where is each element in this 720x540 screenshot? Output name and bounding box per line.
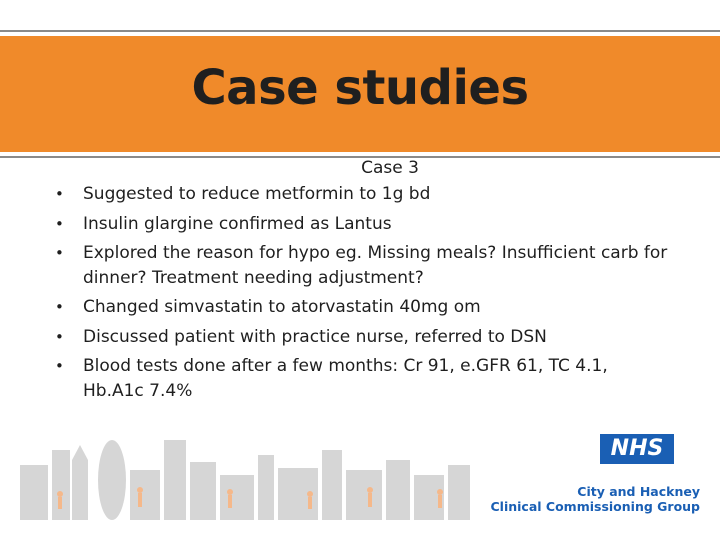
organisation-name xyxy=(491,484,701,514)
bullet-icon: • xyxy=(55,185,64,203)
case-heading: Case 3 xyxy=(361,158,419,178)
bullet-item xyxy=(50,182,670,207)
bullet-item xyxy=(50,354,670,403)
org-name-line1: City and Hackney xyxy=(577,484,700,499)
bullet-item xyxy=(50,295,670,320)
nhs-logo xyxy=(600,434,674,464)
bullet-icon: • xyxy=(55,327,64,346)
slide-content xyxy=(50,158,670,408)
bullet-icon: • xyxy=(55,357,64,375)
bullet-text: Blood tests done after a few months: Cr 91, e.GFR 61, TC 4.1, Hb.A1c 7.4% xyxy=(83,356,608,401)
nhs-logo-text: NHS xyxy=(610,436,664,461)
bullet-text: Insulin glargine confirmed as Lantus xyxy=(83,213,392,234)
bullet-item xyxy=(50,325,670,350)
city-skyline-illustration xyxy=(20,420,470,520)
bullet-text: Suggested to reduce metformin to 1g bd xyxy=(83,184,431,204)
bullet-item xyxy=(50,241,670,290)
bullet-icon: • xyxy=(55,298,64,316)
bullet-list xyxy=(50,182,670,403)
org-name-line2: Clinical Commissioning Group xyxy=(490,499,700,514)
bullet-icon: • xyxy=(55,244,64,262)
banner-top-rule xyxy=(0,30,720,32)
bullet-text: Explored the reason for hypo eg. Missing meals? Insufficient carb for dinner? Treatment needing adjustment? xyxy=(83,243,668,288)
bullet-text: Discussed patient with practice nurse, referred to DSN xyxy=(83,326,547,347)
bullet-text: Changed simvastatin to atorvastatin 40mg om xyxy=(83,297,481,317)
slide-title: Case studies xyxy=(191,60,529,116)
bullet-item xyxy=(50,212,670,237)
bullet-icon: • xyxy=(55,214,64,233)
